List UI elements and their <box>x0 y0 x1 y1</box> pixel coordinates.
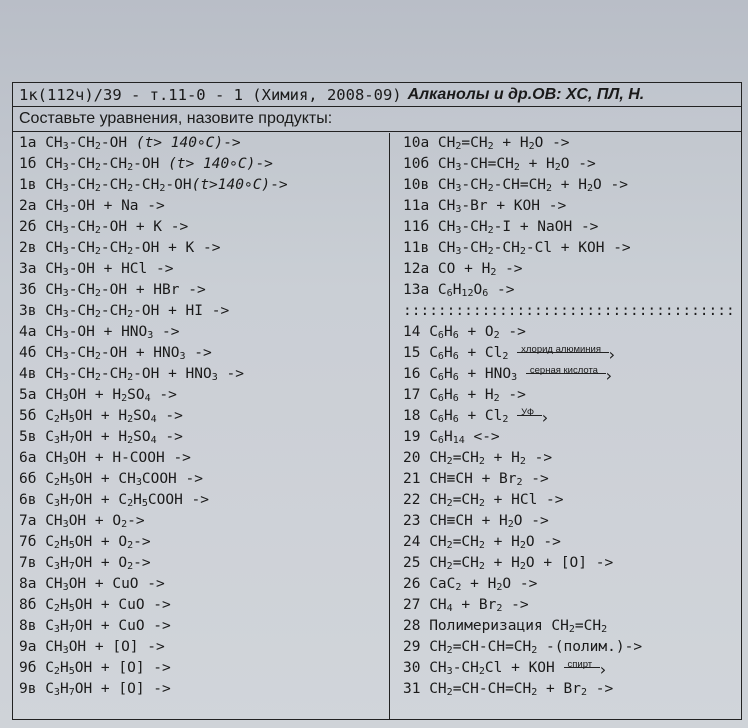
equation-row: 10а $CH_2=CH_2 + H_2O$ -> <box>403 135 570 152</box>
equation-row: 8б $C_2H_5OH$ + CuO -> <box>19 597 171 614</box>
equation-row: 29 $CH_2=CH-CH=CH_2$ -(полим.)-> <box>403 639 643 656</box>
equation-row: 25 $CH_2=CH_2 + H_2O + [O]$ -> <box>403 555 614 572</box>
equation-row: 1в $CH_3-CH_2-CH_2-CH_2-OH(t>140\circ C)->$ <box>19 177 288 194</box>
equation-row: 4б $CH_3-CH_2-OH + HNO_3$ -> <box>19 345 212 362</box>
equations-area <box>13 133 741 719</box>
equation-row: 26 $CaC_2 + H_2O$ -> <box>403 576 538 593</box>
equation-row: 8в $C_3H_7OH$ + CuO -> <box>19 618 171 635</box>
dotted-separator: :::::::::::::::::::::::::::::::::::::: <box>403 303 735 319</box>
equation-row: 13а $C_6H_{12}O_6$ -> <box>403 282 515 299</box>
equation-row: 2а $CH_3-OH + Na$ -> <box>19 198 165 215</box>
equation-row: 4а $CH_3-OH + HNO_3$ -> <box>19 324 180 341</box>
equation-row: 10б $CH_3-CH=CH_2 + H_2O$ -> <box>403 156 596 173</box>
equation-row: 30 $CH_3-CH_2Cl$ + KOH › спирт <box>391 658 741 679</box>
equation-row: 7в $C_3H_7OH + O_2->$ <box>19 555 151 572</box>
equation-row: 7а $CH_3OH + O_2->$ <box>19 513 145 530</box>
equation-row: 3а $CH_3-OH$ + HCl -> <box>19 261 174 278</box>
right-column-top <box>391 133 741 301</box>
equation-row: 5в $C_3H_7OH + H_2SO_4$ -> <box>19 429 183 446</box>
equation-row: 19 $C_6H_{14}$ <-> <box>403 429 500 446</box>
equation-row: 6а $CH_3OH$ + H-COOH -> <box>19 450 191 467</box>
equation-row: 5а $CH_3OH + H_2SO_4$ -> <box>19 387 177 404</box>
equation-row: 15 $C_6H_6 + Cl_2$ › хлорид алюминия <box>391 343 741 364</box>
equation-row: 6в $C_3H_7OH$ + $C_2H_5COOH$ -> <box>19 492 210 509</box>
equation-row: 23 $CH\equiv CH + H_2O$ -> <box>403 513 549 530</box>
equation-row: 1а $CH_3-CH_2-OH$ (t> 140∘C)-> <box>19 135 241 152</box>
equation-row: 11б $CH_3-CH_2-I$ + NaOH -> <box>403 219 599 236</box>
equation-row: 20 $CH_2=CH_2 + H_2$ -> <box>403 450 553 467</box>
worksheet <box>12 82 742 720</box>
equation-row: 2б $CH_3-CH_2-OH + K$ -> <box>19 219 189 236</box>
equation-row: 10в $CH_3-CH_2-CH=CH_2 + H_2O$ -> <box>403 177 628 194</box>
equation-row: 6б $C_2H_5OH$ + $CH_3COOH$ -> <box>19 471 203 488</box>
equation-row: 31 $CH_2=CH-CH=CH_2 + Br_2$ -> <box>403 681 614 698</box>
equation-row: 9а $CH_3OH + [O]$ -> <box>19 639 165 656</box>
equation-row: 7б $C_2H_5OH + O_2->$ <box>19 534 151 551</box>
header-topic: Алканолы и др.ОВ: ХС, ПЛ, Н. <box>407 85 645 103</box>
equation-row: 21 $CH\equiv CH + Br_2$ -> <box>403 471 549 488</box>
equation-row: 18 $C_6H_6 + Cl_2$ › УФ <box>391 406 741 427</box>
equation-row: 3в $CH_3-CH_2-CH_2-OH$ + HI -> <box>19 303 230 320</box>
equation-row: 11а $CH_3-Br$ + KOH -> <box>403 198 567 215</box>
equation-row: 17 $C_6H_6 + H_2$ -> <box>403 387 526 404</box>
equation-row: 9б $C_2H_5OH + [O]$ -> <box>19 660 171 677</box>
equation-row: 22 $CH_2=CH_2$ + HCl -> <box>403 492 564 509</box>
worksheet-header <box>13 83 741 107</box>
right-column-bottom <box>391 322 741 700</box>
equation-row: 2в $CH_3-CH_2-CH_2-OH + K$ -> <box>19 240 221 257</box>
equation-row: 11в $CH_3-CH_2-CH_2-Cl$ + KOH -> <box>403 240 631 257</box>
equation-row: 5б $C_2H_5OH + H_2SO_4$ -> <box>19 408 183 425</box>
equation-row: 24 $CH_2=CH_2 + H_2O$ -> <box>403 534 561 551</box>
equation-row: 4в $CH_3-CH_2-CH_2-OH + HNO_3$ -> <box>19 366 244 383</box>
equation-row: 28 Полимеризация $CH_2=CH_2$ <box>403 618 608 635</box>
right-column <box>391 133 741 719</box>
task-instruction: Составьте уравнения, назовите продукты: <box>13 107 741 132</box>
equation-row: 16 $C_6H_6 + HNO_3$ › серная кислота <box>391 364 741 385</box>
equation-row: 1б $CH_3-CH_2-CH_2-OH$ (t> 140∘C)-> <box>19 156 273 173</box>
equation-row: 8а $CH_3OH$ + CuO -> <box>19 576 165 593</box>
equation-row: 14 $C_6H_6 + O_2$ -> <box>403 324 526 341</box>
header-code: 1к(112ч)/39 - т.11-0 - 1 (Химия, 2008-09) <box>19 85 402 104</box>
equation-row: 27 $CH_4 + Br_2$ -> <box>403 597 529 614</box>
equation-row: 9в $C_3H_7OH + [O]$ -> <box>19 681 171 698</box>
equation-row: 3б $CH_3-CH_2-OH$ + HBr -> <box>19 282 206 299</box>
equation-row: 12а CO + $H_2$ -> <box>403 261 523 278</box>
left-column <box>13 133 390 719</box>
